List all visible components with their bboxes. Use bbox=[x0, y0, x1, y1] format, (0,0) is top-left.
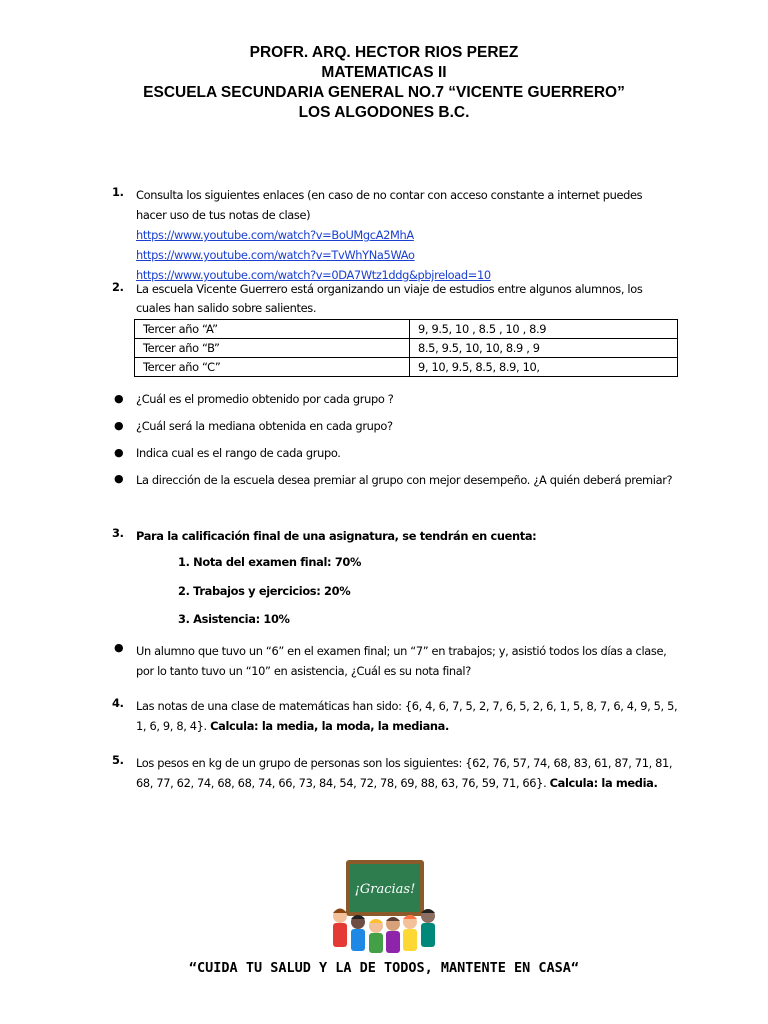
document-page: PROFR. ARQ. HECTOR RIOS PEREZ MATEMATICAS II ESCUELA SECUNDARIA GENERAL NO.7 “VICENTE GUERRERO” LOS ALGODONES B.C. 1. Consulta los siguientes enlaces (en caso de no contar con acceso constante a internet puedes hacer uso de tus notas de clase) https://www.youtube.com/watch?v=BoUMgcA2MhA https://www.youtube.com/watch?v=TvWhYNa5WAo https://www.youtube.com/watch?v=0DA7Wtz1ddg&pbjreload=10 2. La escuela Vicente Guerrero está organizando un viaje de estudios entre algunos alumnos, los cuales han salido sobre salientes. Tercer año “A” 9, 9.5, 10 , 8.5 , 10 , 8.9 Tercer año “B” 8.5, 9.5, 10, 10, 8.9 , 9 Tercer año “C” 9, 10, 9.5, 8.5, 8.9, 10, ● ¿Cuál es el promedio obtenido por cada grupo ? ● ¿Cuál será la mediana obtenida en cada grupo? ● Indica cual es el rango de cada grupo. ● La dirección de la escuela desea premiar al grupo con mejor desempeño. ¿A quién deberá premiar? 3. Para la calificación final de una asignatura, se tendrán en cuenta: 1. Nota del examen final: 70% 2. Trabajos y ejercicios: 20% 3. Asistencia: 10% ● Un alumno que tuvo un “6” en el examen final; un “7” en trabajos; y, asistió todos los días a clase, por lo tanto tuvo un “10” en asistencia, ¿Cuál es su nota final? 4. Las notas de una clase de matemáticas han sido: {6, 4, 6, 7, 5, 2, 7, 6, 5, 2, 6, 1, 5, 8, 7, 6, 4, 9, 5, 5, 1, 6, 9, 8, 4}. Calcula: la media, la moda, la mediana. 5. Los pesos en kg de un grupo de personas son los siguientes: {62, 76, 57, 74, 68, 83, 61, 87, 71, 81, 68, 77, 62, 74, 68, 68, 74, 66, 73, 84, 54, 72, 78, 69, 88, 63, 76, 59, 71, 66}. Calcula: la media. ¡Gracias! “CUIDA TU SALUD Y LA DE TODOS, MANTENTE EN CASA“ bbox=[0, 0, 768, 1024]
table-row bbox=[135, 339, 678, 358]
question-number: 3. bbox=[112, 526, 124, 540]
question-number: 2. bbox=[112, 280, 124, 294]
criteria-item: 3. Asistencia: 10% bbox=[178, 612, 290, 626]
group-grades: 9, 9.5, 10 , 8.5 , 10 , 8.9 bbox=[410, 320, 678, 339]
bullet-icon: ● bbox=[114, 446, 124, 459]
table-row bbox=[135, 320, 678, 339]
subject-title: MATEMATICAS II bbox=[321, 64, 447, 81]
question-task: Calcula: la media. bbox=[549, 776, 658, 790]
group-label: Tercer año “B” bbox=[135, 339, 410, 358]
question-text: Para la calificación final de una asignatura, se tendrán en cuenta: bbox=[136, 529, 537, 543]
group-grades: 9, 10, 9.5, 8.5, 8.9, 10, bbox=[410, 358, 678, 377]
bullet-icon: ● bbox=[114, 472, 124, 485]
grades-table bbox=[134, 319, 678, 377]
teacher-name: PROFR. ARQ. HECTOR RIOS PEREZ bbox=[249, 44, 519, 61]
question-task: Calcula: la media, la moda, la mediana. bbox=[210, 719, 449, 733]
group-grades: 8.5, 9.5, 10, 10, 8.9 , 9 bbox=[410, 339, 678, 358]
chalkboard-text: ¡Gracias! bbox=[354, 882, 416, 897]
criteria-item: 2. Trabajos y ejercicios: 20% bbox=[178, 584, 351, 598]
school-name: ESCUELA SECUNDARIA GENERAL NO.7 “VICENTE GUERRERO” bbox=[143, 84, 625, 101]
video-link-2[interactable]: https://www.youtube.com/watch?v=TvWhYNa5WAo bbox=[136, 248, 415, 262]
question-number: 4. bbox=[112, 696, 124, 710]
footer-slogan: “CUIDA TU SALUD Y LA DE TODOS, MANTENTE EN CASA“ bbox=[188, 960, 580, 976]
video-link-1[interactable]: https://www.youtube.com/watch?v=BoUMgcA2MhA bbox=[136, 228, 414, 242]
question-number: 5. bbox=[112, 753, 124, 767]
question-text: La escuela Vicente Guerrero está organizando un viaje de estudios entre algunos alumnos, los cuales han salido sobre salientes. bbox=[136, 282, 643, 315]
question-number: 1. bbox=[112, 185, 124, 199]
table-row bbox=[135, 358, 678, 377]
video-link-3[interactable]: https://www.youtube.com/watch?v=0DA7Wtz1ddg&pbjreload=10 bbox=[136, 268, 491, 282]
question-text: Consulta los siguientes enlaces (en caso de no contar con acceso constante a internet puedes hacer uso de tus notas de clase) bbox=[136, 188, 643, 222]
group-label: Tercer año “C” bbox=[135, 358, 410, 377]
bullet-icon: ● bbox=[114, 641, 124, 654]
bullet-icon: ● bbox=[114, 392, 124, 405]
thank-you-illustration bbox=[330, 858, 438, 958]
school-location: LOS ALGODONES B.C. bbox=[298, 104, 470, 121]
question-text: Los pesos en kg de un grupo de personas son los siguientes: {62, 76, 57, 74, 68, 83, 61, 87, 71, 81, 68, 77, 62, 74, 68, 68, 74, 66, 73, 84, 54, 72, 78, 69, 88, 63, 76, 59, 71, 66}. bbox=[136, 756, 673, 790]
question-text: Las notas de una clase de matemáticas han sido: {6, 4, 6, 7, 5, 2, 7, 6, 5, 2, 6, 1, 5, 8, 7, 6, 4, 9, 5, 5, 1, 6, 9, 8, 4}. bbox=[136, 699, 678, 733]
bullet-icon: ● bbox=[114, 419, 124, 432]
group-label: Tercer año “A” bbox=[135, 320, 410, 339]
criteria-item: 1. Nota del examen final: 70% bbox=[178, 555, 362, 569]
